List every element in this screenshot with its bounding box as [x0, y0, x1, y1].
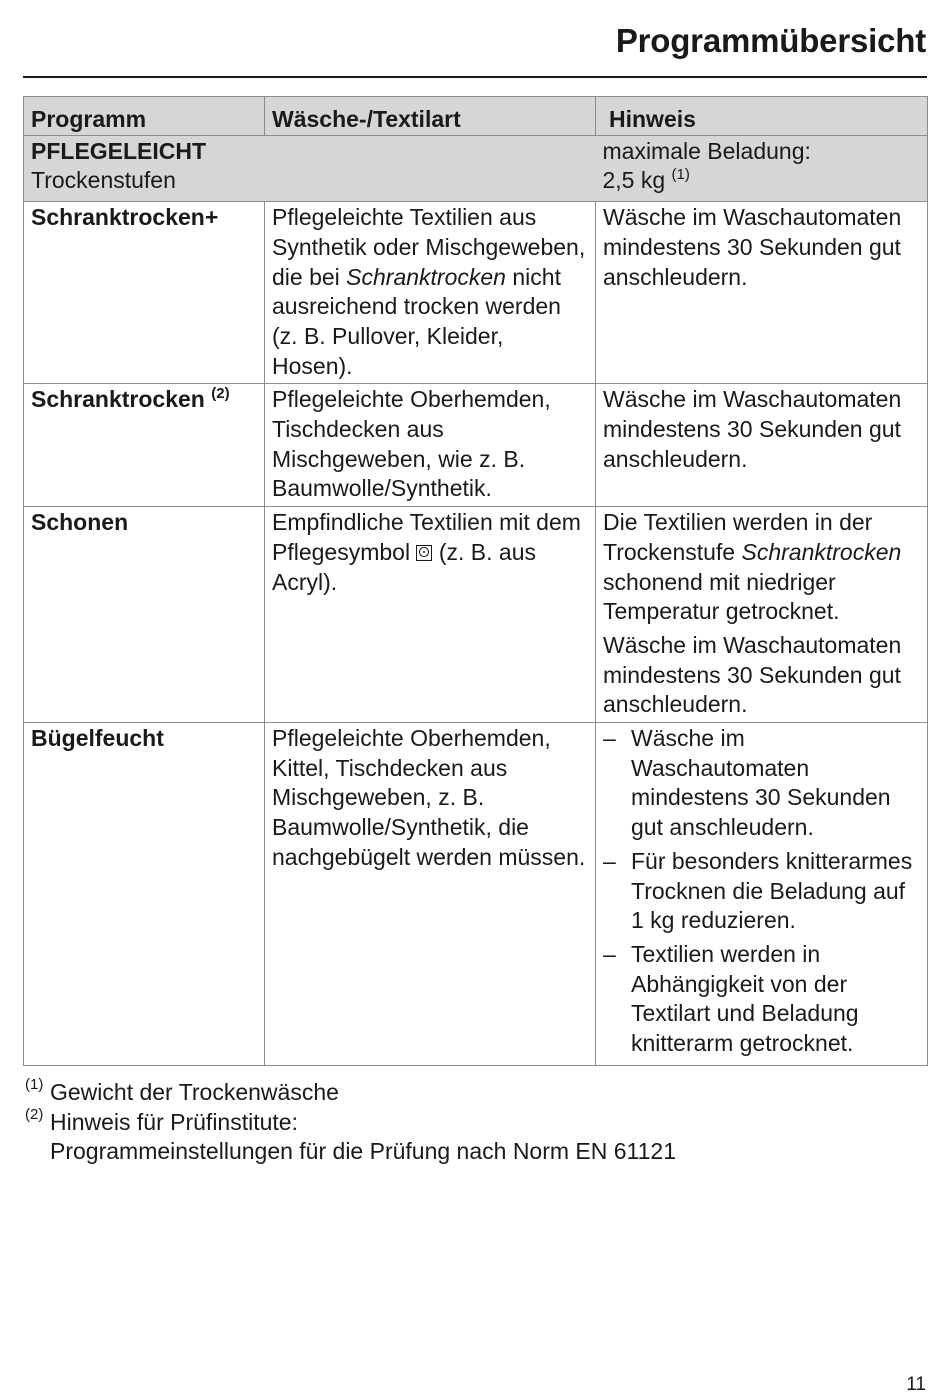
textile-text: Empfindliche Textilien mit dem Pflegesymbol — [272, 509, 581, 565]
group-empty-cell — [265, 135, 596, 201]
group-row — [24, 135, 928, 201]
footnote-mark: (1) — [25, 1076, 44, 1093]
table-row — [24, 507, 928, 723]
textile-description: Pflegeleichte Oberhemden, Tischdecken aus Mischgeweben, wie z. B. Baumwolle/Synthetik. — [265, 384, 596, 507]
page-number: 11 — [906, 1374, 926, 1395]
header-textile: Wäsche-/Textilart — [265, 97, 596, 136]
table-row — [24, 384, 928, 507]
list-item: – Textilien werden in Abhängigkeit von der Textilart und Beladung knitterarm getrocknet. — [603, 940, 922, 1059]
program-name: Schranktrocken+ — [24, 202, 265, 384]
tumble-dry-low-icon — [416, 545, 432, 561]
footnote-text: Programmeinstellungen für die Prüfung nach Norm EN 61121 — [50, 1138, 677, 1165]
group-load-cell — [596, 135, 928, 201]
textile-description — [265, 202, 596, 384]
footnote-text: Gewicht der Trockenwäsche — [50, 1079, 339, 1105]
footnote-1 — [25, 1078, 905, 1108]
footnote-2 — [25, 1105, 905, 1167]
hint-part: Die Textilien werden in der Trockenstufe — [603, 509, 873, 565]
program-name-cell — [24, 384, 265, 507]
hint-part: schonend mit niedriger Temperatur getrocknet. — [603, 568, 840, 625]
footnote-ref-1: (1) — [671, 166, 690, 184]
hint-text: Wäsche im Waschautomaten mindestens 30 Sekunden gut anschleudern. — [603, 631, 902, 718]
group-subtitle: Trockenstufen — [31, 167, 176, 194]
hint-list — [603, 724, 922, 1059]
textile-text: Pflegeleichte Textilien aus Synthetik oder Mischgeweben, die bei — [272, 204, 586, 290]
program-name: Schranktrocken — [31, 386, 205, 413]
textile-text: nicht ausreichend trocken werden (z. B. Pullover, Kleider, Hosen). — [272, 263, 561, 379]
program-overview-table — [23, 96, 928, 1066]
footnote-mark: (2) — [25, 1105, 44, 1123]
footnote-ref-2: (2) — [211, 385, 230, 403]
hint-text: Wäsche im Waschautomaten mindestens 30 Sekunden gut anschleudern. — [596, 202, 928, 384]
footnote-text: Hinweis für Prüfinstitute: — [50, 1108, 298, 1135]
textile-text: (z. B. aus Acryl). — [272, 538, 537, 595]
max-load-value: 2,5 kg — [602, 167, 666, 194]
list-item: – Wäsche im Waschautomaten mindestens 30 Sekunden gut anschleudern. — [603, 724, 922, 843]
page-title: Programmübersicht — [615, 22, 926, 59]
group-name: PFLEGELEICHT — [31, 137, 207, 164]
program-name: Bügelfeucht — [24, 723, 265, 1066]
title-divider — [23, 76, 927, 78]
hint-text — [603, 508, 922, 627]
textile-emphasis: Schranktrocken — [346, 263, 506, 290]
hint-emphasis: Schranktrocken — [741, 538, 902, 565]
table-row — [24, 723, 928, 1066]
hint-text: Wäsche im Waschautomaten mindestens 30 Sekunden gut anschleudern. — [596, 384, 928, 507]
hint-cell — [596, 507, 928, 723]
program-name: Schonen — [24, 507, 265, 723]
textile-description — [265, 507, 596, 723]
textile-description: Pflegeleichte Oberhemden, Kittel, Tischdecken aus Mischgeweben, z. B. Baumwolle/Synthetik, die nachgebügelt werden müssen. — [265, 723, 596, 1066]
group-name-cell — [24, 135, 265, 201]
hint-cell — [596, 723, 928, 1066]
max-load-label: maximale Beladung: — [602, 137, 811, 164]
footnotes — [25, 1078, 905, 1167]
max-load-value-line — [603, 166, 923, 199]
header-program: Programm — [24, 97, 265, 136]
table-header-row — [24, 97, 928, 136]
list-item: – Für besonders knitterarmes Trocknen die Beladung auf 1 kg reduzieren. — [603, 847, 922, 936]
header-hint-label: Hinweis — [609, 106, 696, 132]
table-row — [24, 202, 928, 384]
header-hint — [596, 97, 928, 136]
